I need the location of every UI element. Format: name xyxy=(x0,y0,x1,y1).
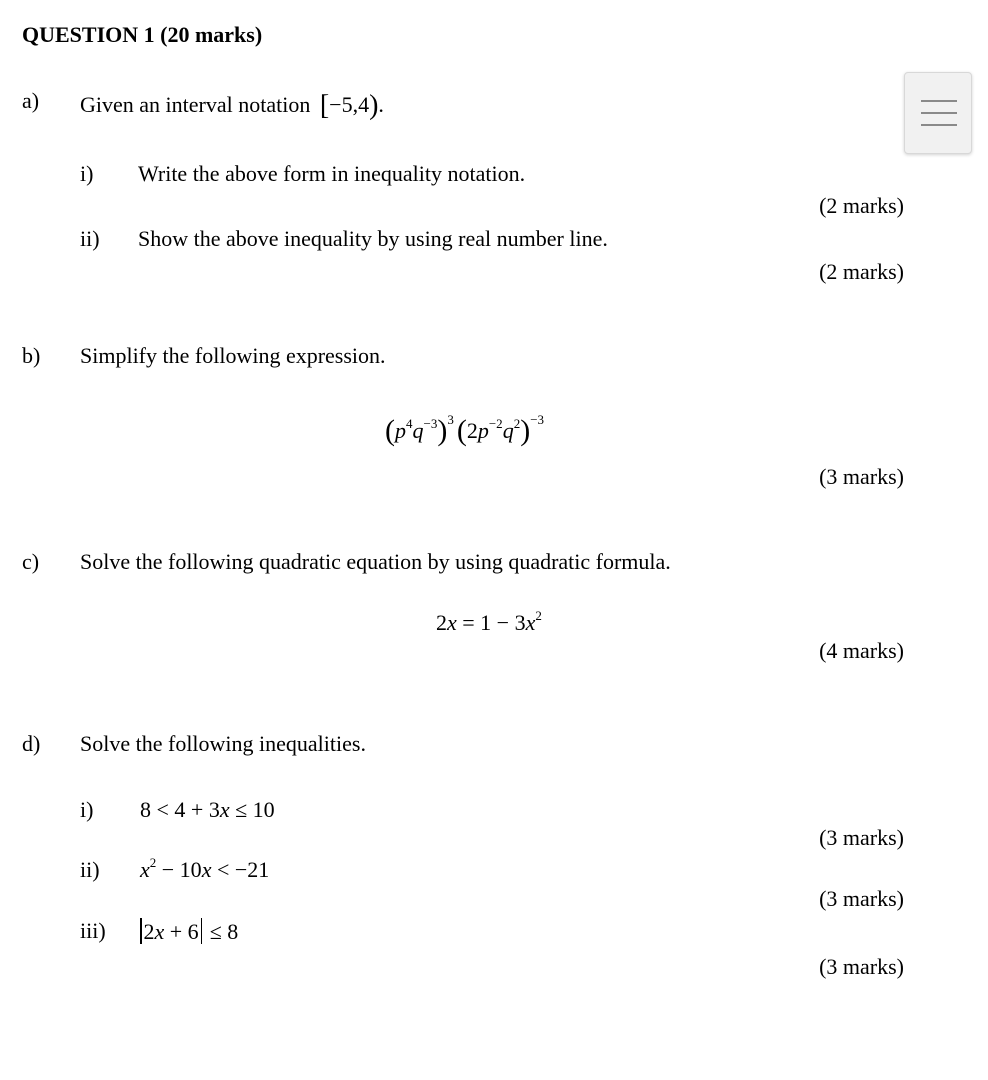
part-a-i-text: Write the above form in inequality notation. xyxy=(138,161,526,186)
part-d-iii-expression: 2x + 6 ≤ 8 xyxy=(138,918,238,945)
menu-button[interactable] xyxy=(904,72,972,154)
part-d-i-label: i) xyxy=(80,797,94,822)
part-a-prompt: Given an interval notation xyxy=(80,92,311,117)
part-c-marks: (4 marks) xyxy=(819,638,904,663)
part-d-ii-label: ii) xyxy=(80,857,100,882)
part-c-label: c) xyxy=(22,549,40,574)
part-d-iii-marks: (3 marks) xyxy=(819,954,904,979)
part-d-label: d) xyxy=(22,731,41,756)
part-b-marks: (3 marks) xyxy=(819,464,904,489)
interval-notation: [−5,4) xyxy=(319,90,379,121)
part-a-ii-label: ii) xyxy=(80,226,100,251)
question-title: QUESTION 1 (20 marks) xyxy=(22,22,263,47)
part-d-i-expression: 8 < 4 + 3x ≤ 10 xyxy=(140,797,275,822)
part-a-text: Given an interval notation [−5,4). xyxy=(80,90,384,121)
part-a-ii-marks: (2 marks) xyxy=(819,259,904,284)
part-a-label: a) xyxy=(22,88,40,113)
part-d-ii-expression: $x^2 - 10x < -21$ xyxy=(140,855,270,882)
part-a-ii-text: Show the above inequality by using real number line. xyxy=(138,226,608,251)
part-d-ii-marks: (3 marks) xyxy=(819,886,904,911)
part-b-text: Simplify the following expression. xyxy=(80,343,386,368)
part-d-text: Solve the following inequalities. xyxy=(80,731,366,756)
part-c-equation: $2x = 1 - 3x^2$ xyxy=(436,608,542,635)
part-b-label: b) xyxy=(22,343,41,368)
part-d-i-marks: (3 marks) xyxy=(819,825,904,850)
part-c-text: Solve the following quadratic equation by using quadratic formula. xyxy=(80,549,671,574)
part-d-iii-label: iii) xyxy=(80,918,106,943)
part-a-i-marks: (2 marks) xyxy=(819,193,904,218)
part-a-i-label: i) xyxy=(80,161,94,186)
part-b-expression: $(p^4q^{-3})^3$ $(2p^{-2}q^2)^{-3}$ xyxy=(385,412,545,447)
